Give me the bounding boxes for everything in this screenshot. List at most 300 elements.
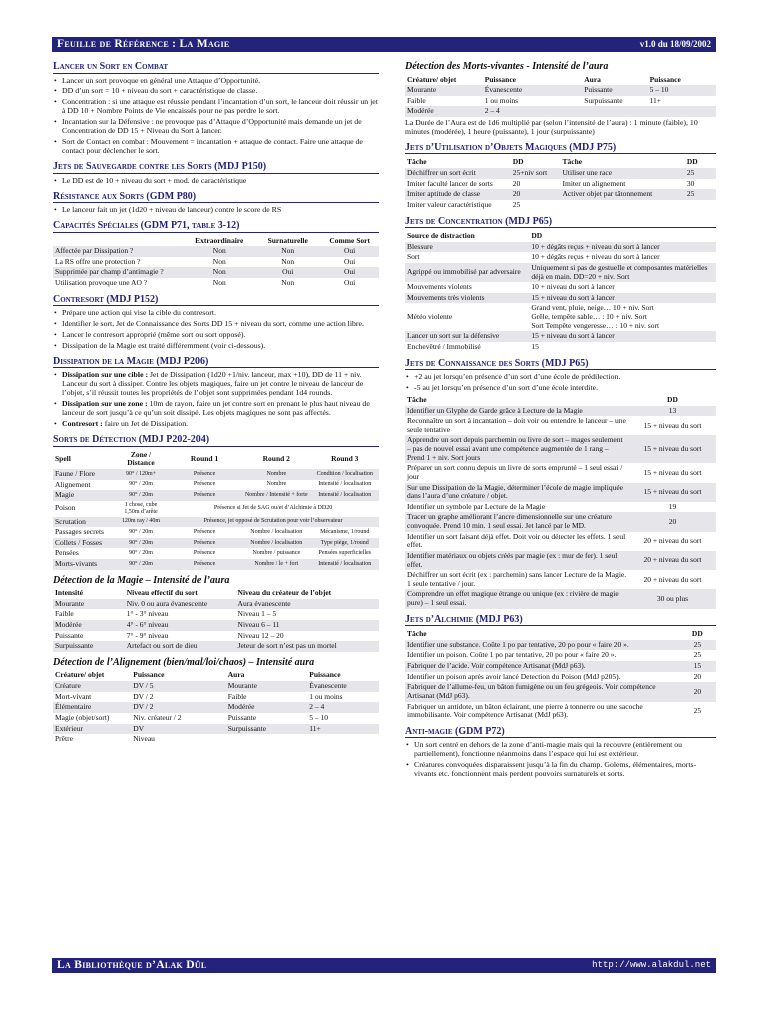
column-header: Surnaturelle xyxy=(267,235,308,245)
table-cell: Présence, jet opposé de Scrutation pour voir l’observateur xyxy=(203,518,343,525)
column-header xyxy=(53,236,183,247)
table-cell: Déchiffrer un sort écrit (ex : parchemin) sans lancer Lecture de la Magie. 1 seule tentative / jour. xyxy=(407,570,627,588)
table-cell: Fabriquer un antidote, un bâton éclairant, une pierre à tonnerre ou une sacoche immobilisante. Voir compétence Artisanat (MdJ p63). xyxy=(407,701,643,720)
table-cell: 2 – 4 xyxy=(484,106,500,116)
list-item: • Identifier le sort, Jet de Connaissance des Sorts DD 15 + niveau du sort, comme une action libre. xyxy=(53,320,379,329)
table-cell: Type piège, 1/round xyxy=(320,539,369,546)
table-row xyxy=(53,620,379,631)
column-header: Niveau effectif du sort xyxy=(126,588,198,598)
list-item: • +2 au jet lorsqu’en présence d’un sort d’une école de prédilection. xyxy=(405,373,716,382)
table-cell: Non xyxy=(212,246,226,256)
table-cell: 20 + niveau du sort xyxy=(643,555,702,565)
list-item xyxy=(53,420,379,429)
table-cell: 25 xyxy=(512,199,521,209)
table-cell: 10 + dégâts reçus + niveau du sort à lancer xyxy=(531,252,660,262)
table-cell: Identifier un sort faisant déjà effet. Doit voir ou détecter les effets. 1 seul effet. xyxy=(407,531,626,550)
column-header: Tâche xyxy=(407,157,427,167)
section-heading: Jets de Connaissance des Sorts (MDJ P65) xyxy=(405,358,716,371)
table-cell xyxy=(307,734,379,745)
aura-duration-note: La Durée de l’Aura est de 1d6 multiplié par (selon l’intensité de l’aura) : 1 minute (faible), 10 minutes (modérée), 1 heure (puissante), 1 jour (surpuissante) xyxy=(405,118,698,136)
table-cell: Comprendre un effet magique étrange ou unique (ex : rivière de magie pure) – 1 seul essai. xyxy=(407,589,619,608)
column-header: Comme Sort xyxy=(329,235,370,245)
list-item: • Le DD est de 10 + niveau du sort + mod. de caractéristique xyxy=(53,177,379,186)
table-cell: 90° / 20m xyxy=(129,550,153,557)
table-cell: Présence xyxy=(193,470,216,477)
table-cell: 90° / 20m xyxy=(129,529,153,536)
table-row xyxy=(53,734,379,745)
data-table xyxy=(53,670,379,744)
table-cell: Nombre / localisation xyxy=(250,529,303,536)
table-row xyxy=(405,661,716,672)
list-item: • Dissipation de la Magie est traité différemment (voir ci-dessous). xyxy=(53,342,379,351)
table-cell: Niveau xyxy=(133,734,155,744)
table-cell: DV / 2 xyxy=(133,691,154,701)
table-cell: Niv. créateur / 2 xyxy=(133,712,182,722)
table-cell: Scrutation xyxy=(55,516,86,526)
section-heading: Détection des Morts-vivantes - Intensité de l’aura xyxy=(405,61,609,72)
table-cell: Nombre / localisation xyxy=(250,539,303,546)
table-cell: Nombre / Intensité + forte xyxy=(244,492,308,499)
table-cell xyxy=(560,200,684,211)
page-title: Feuille de Référence : La Magie xyxy=(57,37,230,50)
table-cell: 15 + niveau du sort xyxy=(643,444,702,454)
table-cell: 25 xyxy=(686,189,695,199)
column-header: Tâche xyxy=(407,394,427,404)
column-header: DD xyxy=(512,157,524,167)
table-header-row xyxy=(405,75,716,86)
section-heading: Détection de l’Alignement (bien/mal/loi/chaos) – Intensité aura xyxy=(53,656,315,668)
item-label: Contresort : xyxy=(62,419,103,429)
column-header: Round 3 xyxy=(331,454,359,463)
table-cell: Utiliser une race xyxy=(562,168,613,178)
table-cell: 15 xyxy=(531,341,539,351)
table-cell: Modérée xyxy=(407,106,434,116)
list-item: • Un sort centré en dehors de la zone d’anti-magie mais qui la recouvre (entièrement ou partiellement), fonctionne néanmoins dans l’espace qui lui est extérieur. xyxy=(405,741,716,759)
table-cell: Pensées xyxy=(55,548,79,558)
table-row xyxy=(405,85,716,96)
table-cell: 10 + niveau du sort à lancer xyxy=(531,282,615,292)
section-heading: Contresort (MDJ P152) xyxy=(53,294,379,307)
section-heading: Sorts de Détection (MDJ P202-204) xyxy=(53,434,379,447)
table-row xyxy=(405,512,716,531)
table-cell: Blessure xyxy=(407,241,433,251)
table-cell: Puissante xyxy=(584,85,613,95)
table-row xyxy=(405,551,716,570)
table-row xyxy=(405,672,716,683)
table-cell: Déchiffrer un sort écrit xyxy=(407,168,476,178)
table-cell: Modérée xyxy=(55,620,82,630)
table-cell: Évanescente xyxy=(484,85,523,95)
section-heading: Jets d’Utilisation d’Objets Magiques (MDJ P75) xyxy=(405,142,716,155)
section-heading: Lancer un Sort en Combat xyxy=(53,61,379,74)
table-row xyxy=(53,559,379,570)
list-item: • Prépare une action qui vise la cible du contresort. xyxy=(53,309,379,318)
data-table xyxy=(405,629,716,721)
column-header: Puissance xyxy=(309,670,341,680)
table-row xyxy=(405,682,716,701)
bullet-list xyxy=(53,309,379,351)
left-column xyxy=(53,56,379,745)
table-row xyxy=(405,96,716,107)
data-table xyxy=(405,395,716,609)
table-cell: Magie (objet/sort) xyxy=(55,712,110,722)
column-header: Puissance xyxy=(484,74,517,84)
table-row xyxy=(405,263,716,282)
data-table xyxy=(405,75,716,118)
table-row xyxy=(53,527,379,538)
table-row xyxy=(53,480,379,491)
table-header-row xyxy=(405,231,716,242)
table-row xyxy=(405,331,716,342)
table-cell: 25 xyxy=(693,650,702,660)
table-cell: Oui xyxy=(344,246,356,256)
table-cell: 30 xyxy=(686,178,695,188)
table-cell: Imiter un alignement xyxy=(562,178,626,188)
table-cell: Supprimée par champ d’antimagie ? xyxy=(55,267,164,277)
table-row xyxy=(53,469,379,480)
table-cell: Morts-vivants xyxy=(55,559,98,569)
table-cell: Mourante xyxy=(227,681,257,691)
table-header-row xyxy=(405,395,716,406)
table-cell: 120m ray / 40m xyxy=(121,518,161,525)
table-cell: Météo violente xyxy=(407,312,453,322)
table-cell: Faible xyxy=(407,95,426,105)
table-cell: 90° / 120m+ xyxy=(125,470,157,477)
data-table xyxy=(53,588,379,652)
table-row xyxy=(405,589,716,608)
table-cell: Reconnaître un sort à incantation – doit voir ou entendre le lanceur – une seule tentative xyxy=(407,416,626,434)
table-cell: Extérieur xyxy=(55,723,83,733)
table-cell: Modérée xyxy=(227,702,255,712)
table-row xyxy=(53,631,379,642)
table-cell: 30 ou plus xyxy=(656,593,689,603)
column-header: Créature/ objet xyxy=(55,670,105,680)
table-row xyxy=(405,293,716,304)
table-cell: Imiter aptitude de classe xyxy=(407,189,481,199)
table-row xyxy=(405,570,716,589)
table-cell: Affectée par Dissipation ? xyxy=(55,246,134,256)
table-cell: Niveau 1 – 5 xyxy=(237,609,277,619)
table-cell: 15 + niveau du sort à lancer xyxy=(531,292,615,302)
table-cell: Mouvements très violents xyxy=(407,292,485,302)
table-row xyxy=(53,713,379,724)
table-cell: Identifier un symbole par Lecture de la Magie xyxy=(407,501,546,511)
table-cell: Nombre xyxy=(266,470,287,477)
table-cell: 5 – 10 xyxy=(309,712,329,722)
list-item: • Sort de Contact en combat : Mouvement = incantation + attaque de contact. Faire une attaque de contact pour déclencher le sort. xyxy=(53,138,379,156)
table-cell: Lancer un sort sur la défensive xyxy=(407,331,500,341)
table-cell: 20 + niveau du sort xyxy=(643,574,702,584)
table-cell: Mouvements violents xyxy=(407,282,472,292)
table-row xyxy=(405,406,716,417)
table-row xyxy=(53,267,379,278)
table-cell: Nombre xyxy=(266,481,287,488)
table-row xyxy=(53,702,379,713)
table-cell: 20 xyxy=(512,178,521,188)
table-cell: 5 – 10 xyxy=(649,85,669,95)
table-cell: Présence si Jet de SAG ou/et d’Alchimie à DD20 xyxy=(213,505,333,512)
table-cell: 15 + niveau du sort à lancer xyxy=(531,331,615,341)
table-cell: Poison xyxy=(55,503,76,513)
table-cell: 11+ xyxy=(309,723,321,733)
table-cell: Puissante xyxy=(55,630,84,640)
table-header-row xyxy=(53,236,379,247)
table-cell: Uniquement si pas de gestuelle et composantes matérielles déjà en main. DD=20 + niv. Sort xyxy=(531,262,708,281)
table-cell: Apprendre un sort depuis parchemin ou livre de sort – mages seulement – pas de nouvel essai avant une compétence augmentée de 1 rang – Prend 1 + niv. Sort jours xyxy=(407,435,623,462)
table-row xyxy=(405,463,716,482)
table-row xyxy=(405,483,716,502)
bullet-list xyxy=(53,206,379,215)
table-cell: Nombre / le + fort xyxy=(254,560,299,567)
table-header-row xyxy=(53,588,379,599)
table-cell: 90° / 20m xyxy=(129,539,153,546)
table-cell: Intensité / localisation xyxy=(318,560,372,567)
table-cell: Prêtre xyxy=(55,734,73,744)
table-cell: DV / 2 xyxy=(133,702,154,712)
table-cell: 1 ou moins xyxy=(484,95,519,105)
table-cell: Sort xyxy=(407,252,420,262)
table-cell: 20 xyxy=(668,516,677,526)
version-label: v1.0 du 18/09/2002 xyxy=(639,39,711,50)
table-row xyxy=(53,490,379,501)
table-cell: 20 + niveau du sort xyxy=(643,536,702,545)
table-cell: Sur une Dissipation de la Magie, déterminer l’école de magie impliquée dans l’aura d’une créature / objet. xyxy=(407,482,623,501)
table-cell: Grand vent, pluie, neige… 10 + niv. Sort Grêle, tempête sable… : 10 + niv. Sort Sort Tempête vengeresse… : 10 + niv. sort xyxy=(531,303,660,330)
table-row xyxy=(53,278,379,289)
list-item xyxy=(53,400,379,418)
table-row xyxy=(53,609,379,620)
table-cell: Collets / Fosses xyxy=(55,537,103,547)
footer-url[interactable]: http://www.alakdul.net xyxy=(592,960,711,971)
table-cell: 20 xyxy=(693,671,702,681)
table-cell: Oui xyxy=(282,267,294,277)
column-header: DD xyxy=(686,157,698,167)
table-cell: Activer objet par tâtonnement xyxy=(562,189,653,199)
table-row xyxy=(405,502,716,513)
bullet-list xyxy=(53,177,379,186)
table-cell: Jeteur de sort n’est pas un mortel xyxy=(237,641,337,651)
table-cell: 90° / 20m xyxy=(129,560,153,567)
table-cell: Faible xyxy=(55,609,74,619)
table-row xyxy=(53,257,379,268)
table-cell: DV xyxy=(133,723,145,733)
table-row xyxy=(405,303,716,331)
table-cell: 15 xyxy=(693,661,702,671)
table-cell: Non xyxy=(281,256,295,266)
table-row xyxy=(53,538,379,549)
table-cell: Magie xyxy=(55,490,75,500)
table-cell: Artefact ou sort de dieu xyxy=(126,641,198,651)
section-heading: Jets de Concentration (MDJ P65) xyxy=(405,216,716,229)
table-row xyxy=(405,650,716,661)
column-header: Zone / Distance xyxy=(127,449,155,468)
item-label: Dissipation sur une zone : xyxy=(62,399,148,409)
table-header-row xyxy=(53,670,379,681)
table-cell: Aura évanescente xyxy=(237,598,291,608)
column-header: DD xyxy=(667,394,678,404)
column-header: Round 1 xyxy=(190,454,219,463)
table-cell: Niv. 0 ou aura évanescente xyxy=(126,598,208,608)
table-cell: Identifier un poison après avoir lancé Detection du Poison (MdJ p205). xyxy=(407,671,621,681)
table-row xyxy=(53,246,379,257)
column-header: Puissance xyxy=(133,670,165,680)
section-heading: Dissipation de la Magie (MDJ P206) xyxy=(53,356,379,369)
table-row xyxy=(405,252,716,263)
table-cell: Non xyxy=(281,278,295,288)
column-header: DD xyxy=(531,231,543,241)
section-heading: Jets d’Alchimie (MDJ P63) xyxy=(405,614,716,627)
list-item xyxy=(53,371,379,398)
table-cell: 15 + niveau du sort xyxy=(643,467,702,477)
section-heading: Capacités Spéciales (GDM P71, table 3-12) xyxy=(53,220,379,233)
table-cell: 25 xyxy=(693,705,702,715)
column-header: Puissance xyxy=(649,74,681,84)
section-heading: Résistance aux Sorts (GDM P80) xyxy=(53,191,379,204)
column-header: Extraordinaire xyxy=(195,235,244,245)
column-header: Niveau du créateur de l’objet xyxy=(237,588,332,598)
table-row xyxy=(53,599,379,610)
table-cell: Oui xyxy=(344,267,356,277)
table-cell: Imiter valeur caractéristique xyxy=(407,199,492,209)
table-cell: Créature xyxy=(55,681,81,691)
section-heading: Jets de Sauvegarde contre les Sorts (MDJ P150) xyxy=(53,161,379,174)
table-cell: Identifier un poison. Coûte 1 po par tentative, 20 po pour « faire 20 ». xyxy=(407,650,617,660)
column-header: Tâche xyxy=(407,629,427,639)
table-cell: Passages secrets xyxy=(55,527,104,537)
list-item: • Lancer le contresort approprié (même sort ou sort opposé). xyxy=(53,331,379,340)
table-row xyxy=(53,517,379,528)
list-item: • Lancer un sort provoque en général une Attaque d’Opportunité. xyxy=(53,77,379,86)
bullet-list xyxy=(53,77,379,157)
table-cell: Faune / Flore xyxy=(55,468,95,478)
table-row xyxy=(405,179,716,190)
table-row xyxy=(405,640,716,651)
column-header: Source de distraction xyxy=(407,231,475,241)
table-cell: Intensité / localisation xyxy=(318,481,372,488)
table-cell xyxy=(582,106,647,117)
table-row xyxy=(405,532,716,551)
table-row xyxy=(53,548,379,559)
footer-title: La Bibliothèque d’Alak Dûl xyxy=(57,958,207,971)
table-cell: 7° - 9° niveau xyxy=(126,630,169,640)
table-cell: Présence xyxy=(193,550,216,557)
table-cell: Fabriquer de l’allume-feu, un bâton fumigène ou un feu grégeois. Voir compétence Artisanat (MdJ p63). xyxy=(407,682,656,700)
table-cell: 15 + niveau du sort xyxy=(643,420,702,430)
table-cell: Oui xyxy=(344,256,356,266)
bullet-list xyxy=(405,373,716,393)
table-cell: 90° / 20m xyxy=(129,492,153,499)
item-text: Jet de Dissipation (1d20 +1/niv. lanceur, max +10), DD de 11 + niv. Lanceur du sort à dissiper. Contre les objets magiques, faire un jet contre le niveau de lanceur de l’objet, s’il réussit toutes les propriétés de l’objet sont supprimées pendant 1d4 rounds. xyxy=(62,370,364,398)
table-header-row xyxy=(405,157,716,168)
list-item: • Le lanceur fait un jet (1d20 + niveau de lanceur) contre le score de RS xyxy=(53,206,379,215)
data-table xyxy=(53,450,379,570)
table-cell: Imiter faculté lancer de sorts xyxy=(407,178,493,188)
table-cell: Tracer un graphe améliorant l’ancre dimensionnelle sur une créature convoquée. Prend 10 min. 1 seul essai. Jet lancé par le MD. xyxy=(407,512,613,531)
list-item: • Créatures convoquées disparaissent jusqu’à la fin du champ. Golems, élémentaires, morts-vivants etc. fonctionnent mais perdent pouvoirs surnaturels et sorts. xyxy=(405,761,716,779)
table-cell: 90° / 20m xyxy=(129,481,153,488)
table-cell: 10 + dégâts reçus + niveau du sort à lancer xyxy=(531,241,660,251)
table-cell: Niveau 6 – 11 xyxy=(237,620,280,630)
table-cell: Identifier une substance. Coûte 1 po par tentative, 20 po pour « faire 20 ». xyxy=(407,639,629,649)
table-cell: Évanescente xyxy=(309,681,347,691)
table-cell: Alignement xyxy=(55,479,91,489)
item-text: 10m de rayon, faire un jet contre sort en prenant le plus haut niveau de lanceur de sort jusqu’à ce qu’un soit dissipé. Les objets magiques ne sont pas affectés. xyxy=(62,399,370,418)
list-item: • Concentration : si une attaque est réussie pendant l’incantation d’un sort, le lanceur doit réussir un jet à DD 10 + Nombre Points de Vie encaissés pour ne pas perdre le sort. xyxy=(53,98,379,116)
page-header xyxy=(52,37,716,52)
table-row xyxy=(53,692,379,703)
right-column xyxy=(405,56,716,781)
table-row xyxy=(53,641,379,652)
table-row xyxy=(405,200,716,211)
table-cell: Non xyxy=(281,246,295,256)
table-cell: Pensées superficielles xyxy=(318,550,371,557)
table-cell: Mécanisme, 1/round xyxy=(320,529,370,536)
table-row xyxy=(53,724,379,735)
table-cell xyxy=(685,200,716,211)
table-cell: Niveau 12 – 20 xyxy=(237,630,284,640)
table-row xyxy=(405,702,716,721)
table-cell: Non xyxy=(212,267,226,277)
table-cell: Présence xyxy=(193,492,216,499)
table-row xyxy=(405,242,716,253)
table-cell: 4° - 6° niveau xyxy=(126,620,169,630)
table-cell: Oui xyxy=(344,278,356,288)
table-row xyxy=(53,681,379,692)
section-heading: Anti-magie (GDM P72) xyxy=(405,726,716,739)
table-header-row xyxy=(53,450,379,469)
data-table xyxy=(405,231,716,353)
table-header-row xyxy=(405,629,716,640)
table-row xyxy=(405,416,716,435)
table-cell: Présence xyxy=(193,529,216,536)
table-cell: Non xyxy=(212,256,226,266)
list-item: • Incantation sur la Défensive : ne provoque pas d’Attaque d’Opportunité mais demande un jet de Concentration de DD 15 + Niveau du Sort à lancer. xyxy=(53,118,379,136)
table-cell: 1° - 3° niveau xyxy=(126,609,169,619)
table-cell: Intensité / localisation xyxy=(318,492,372,499)
table-cell: 20 xyxy=(693,686,702,696)
bullet-list xyxy=(53,371,379,429)
table-cell: 25 xyxy=(686,168,695,178)
table-cell: Non xyxy=(212,278,226,288)
table-cell: Puissante xyxy=(227,712,257,722)
table-cell: Identifier matériaux ou objets créés par magie (ex : mur de fer). 1 seul effet. xyxy=(407,550,618,569)
list-item: • -5 au jet lorsqu’en présence d’un sort d’une école interdite. xyxy=(405,384,716,393)
bullet-list xyxy=(405,741,716,779)
table-row xyxy=(405,435,716,463)
table-cell: Fabriquer de l’acide. Voir compétence Artisanat (MdJ p63). xyxy=(407,661,586,671)
table-cell: 19 xyxy=(668,501,677,511)
table-cell: Présence xyxy=(193,539,216,546)
table-cell: Identifier un Glyphe de Garde grâce à Lecture de la Magie xyxy=(407,405,583,415)
table-cell: Mourante xyxy=(55,598,85,608)
column-header: Spell xyxy=(55,454,71,463)
table-cell: Nombre / puissance xyxy=(252,550,301,557)
table-cell: 2 – 4 xyxy=(309,702,325,712)
page-footer xyxy=(52,958,716,973)
table-cell: 1 chose, cube 1,50m d’arête xyxy=(124,501,158,515)
column-header: Aura xyxy=(584,74,601,84)
data-table xyxy=(405,157,716,210)
column-header: Intensité xyxy=(55,588,83,598)
table-row xyxy=(405,106,716,117)
table-cell: Préparer un sort connu depuis un livre de sorts emprunté – 1 seul essai / jour xyxy=(407,463,623,481)
table-cell: 20 xyxy=(512,189,521,199)
table-cell: Présence xyxy=(193,560,216,567)
table-cell xyxy=(648,106,716,117)
table-cell: 11+ xyxy=(649,95,662,105)
table-cell: Élémentaire xyxy=(55,702,92,712)
data-table xyxy=(53,236,379,289)
